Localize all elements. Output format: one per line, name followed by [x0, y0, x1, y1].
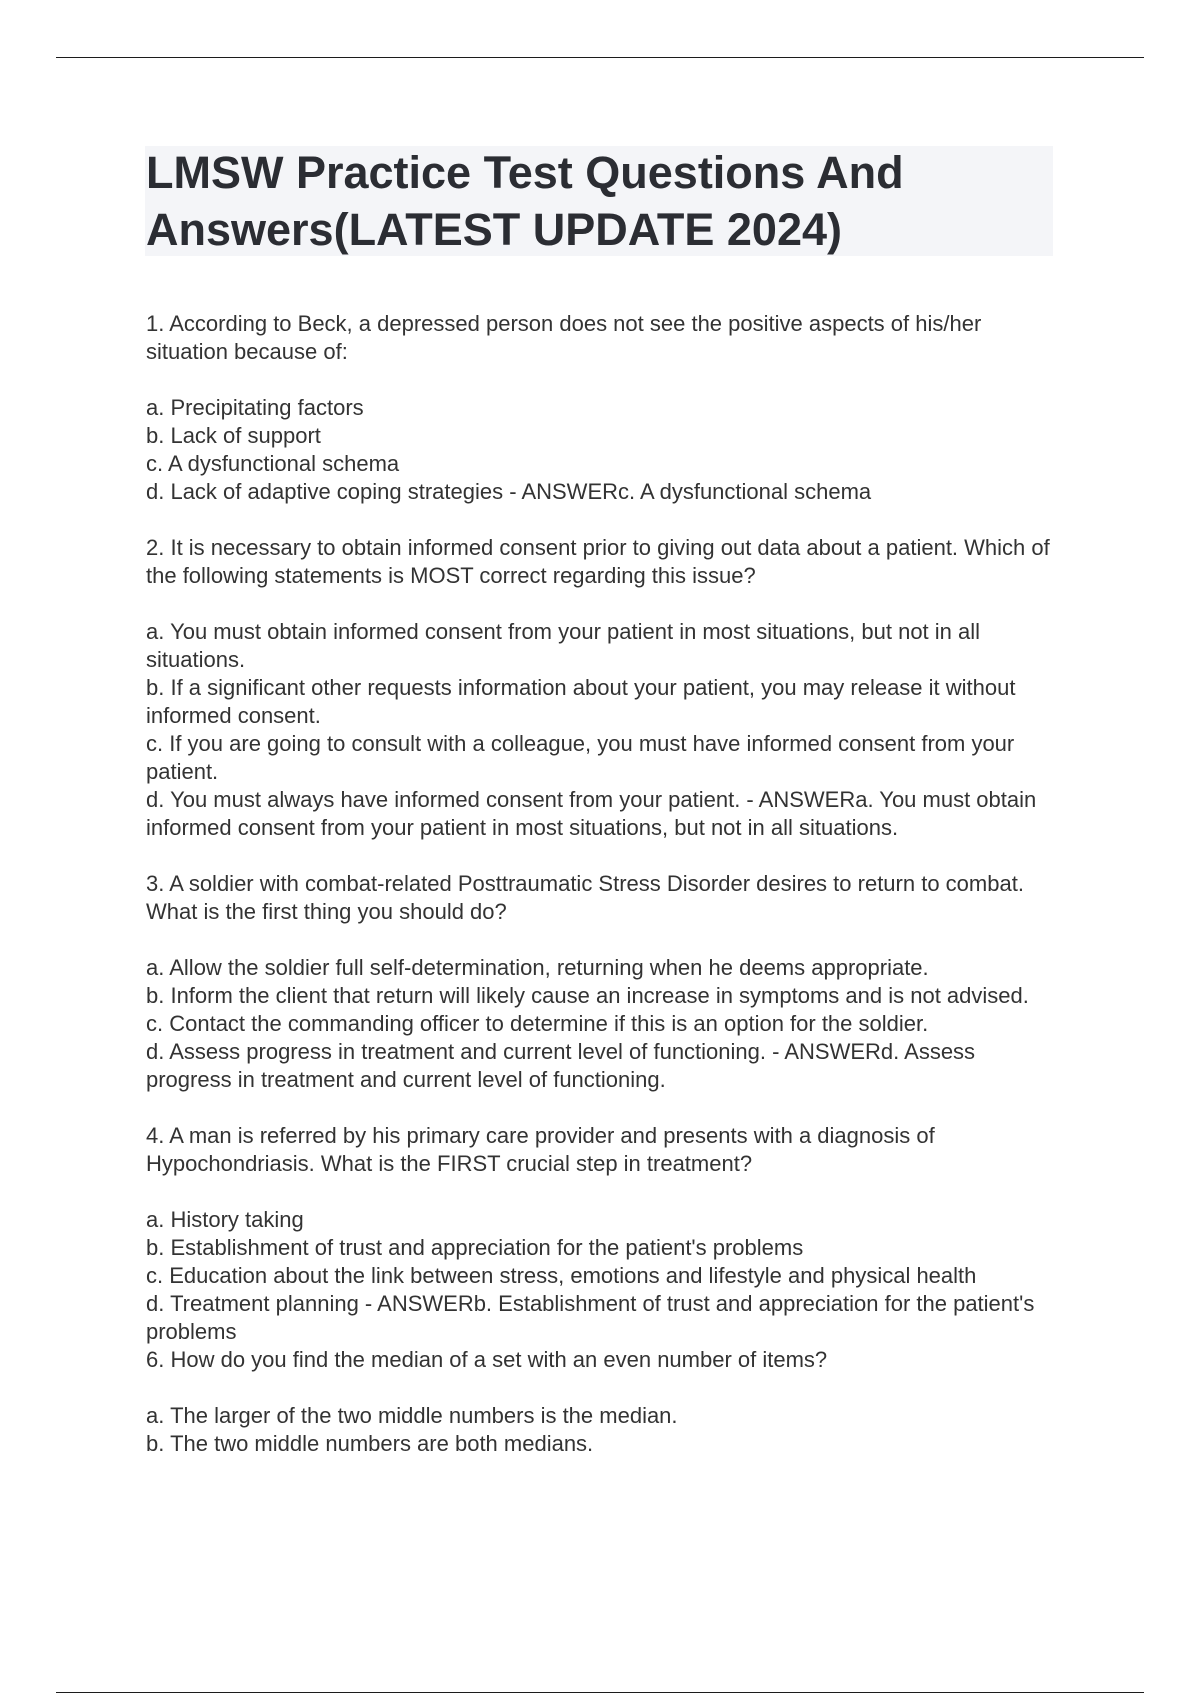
option-a: a. You must obtain informed consent from your patient in most situations, but not in all situations.: [146, 619, 981, 672]
option-a: a. Allow the soldier full self-determination, returning when he deems appropriate.: [146, 955, 929, 980]
question-4: [146, 1122, 1056, 1346]
bottom-rule: [56, 1692, 1144, 1693]
option-c: c. If you are going to consult with a colleague, you must have informed consent from your patient.: [146, 731, 1015, 784]
option-b: b. If a significant other requests information about your patient, you may release it without informed consent.: [146, 675, 1016, 728]
option-d-answer: d. Assess progress in treatment and current level of functioning. - ANSWERd. Assess progress in treatment and current level of functioning.: [146, 1039, 976, 1092]
question-text: 2. It is necessary to obtain informed consent prior to giving out data about a patient. Which of the following statements is MOST correct regarding this issue?: [146, 535, 1050, 588]
option-a: a. History taking: [146, 1207, 304, 1232]
option-b: b. Inform the client that return will likely cause an increase in symptoms and is not advised.: [146, 983, 1029, 1008]
question-text: 6. How do you find the median of a set with an even number of items?: [146, 1347, 828, 1372]
question-text: 4. A man is referred by his primary care provider and presents with a diagnosis of Hypochondriasis. What is the FIRST crucial step in treatment?: [146, 1123, 935, 1176]
option-b: b. Establishment of trust and appreciation for the patient's problems: [146, 1235, 804, 1260]
option-a: a. Precipitating factors: [146, 395, 364, 420]
question-6: [146, 1346, 1056, 1458]
top-rule: [56, 57, 1144, 58]
option-c: c. Education about the link between stress, emotions and lifestyle and physical health: [146, 1263, 977, 1288]
question-text: 1. According to Beck, a depressed person does not see the positive aspects of his/her situation because of:: [146, 311, 982, 364]
option-d-answer: d. Treatment planning - ANSWERb. Establishment of trust and appreciation for the patient's problems: [146, 1291, 1035, 1344]
option-d-answer: d. You must always have informed consent from your patient. - ANSWERa. You must obtain informed consent from your patient in most situations, but not in all situations.: [146, 787, 1037, 840]
option-a: a. The larger of the two middle numbers is the median.: [146, 1403, 678, 1428]
question-1: [146, 310, 1056, 506]
question-text: 3. A soldier with combat-related Posttraumatic Stress Disorder desires to return to combat. What is the first thing you should do?: [146, 871, 1024, 924]
option-c: c. A dysfunctional schema: [146, 451, 400, 476]
option-d-answer: d. Lack of adaptive coping strategies - ANSWERc. A dysfunctional schema: [146, 479, 872, 504]
question-3: [146, 870, 1056, 1094]
question-2: [146, 534, 1056, 842]
option-b: b. The two middle numbers are both medians.: [146, 1431, 594, 1456]
option-b: b. Lack of support: [146, 423, 321, 448]
question-list: [146, 310, 1056, 1458]
page-title: LMSW Practice Test Questions And Answers(LATEST UPDATE 2024): [146, 147, 904, 255]
option-c: c. Contact the commanding officer to determine if this is an option for the soldier.: [146, 1011, 929, 1036]
